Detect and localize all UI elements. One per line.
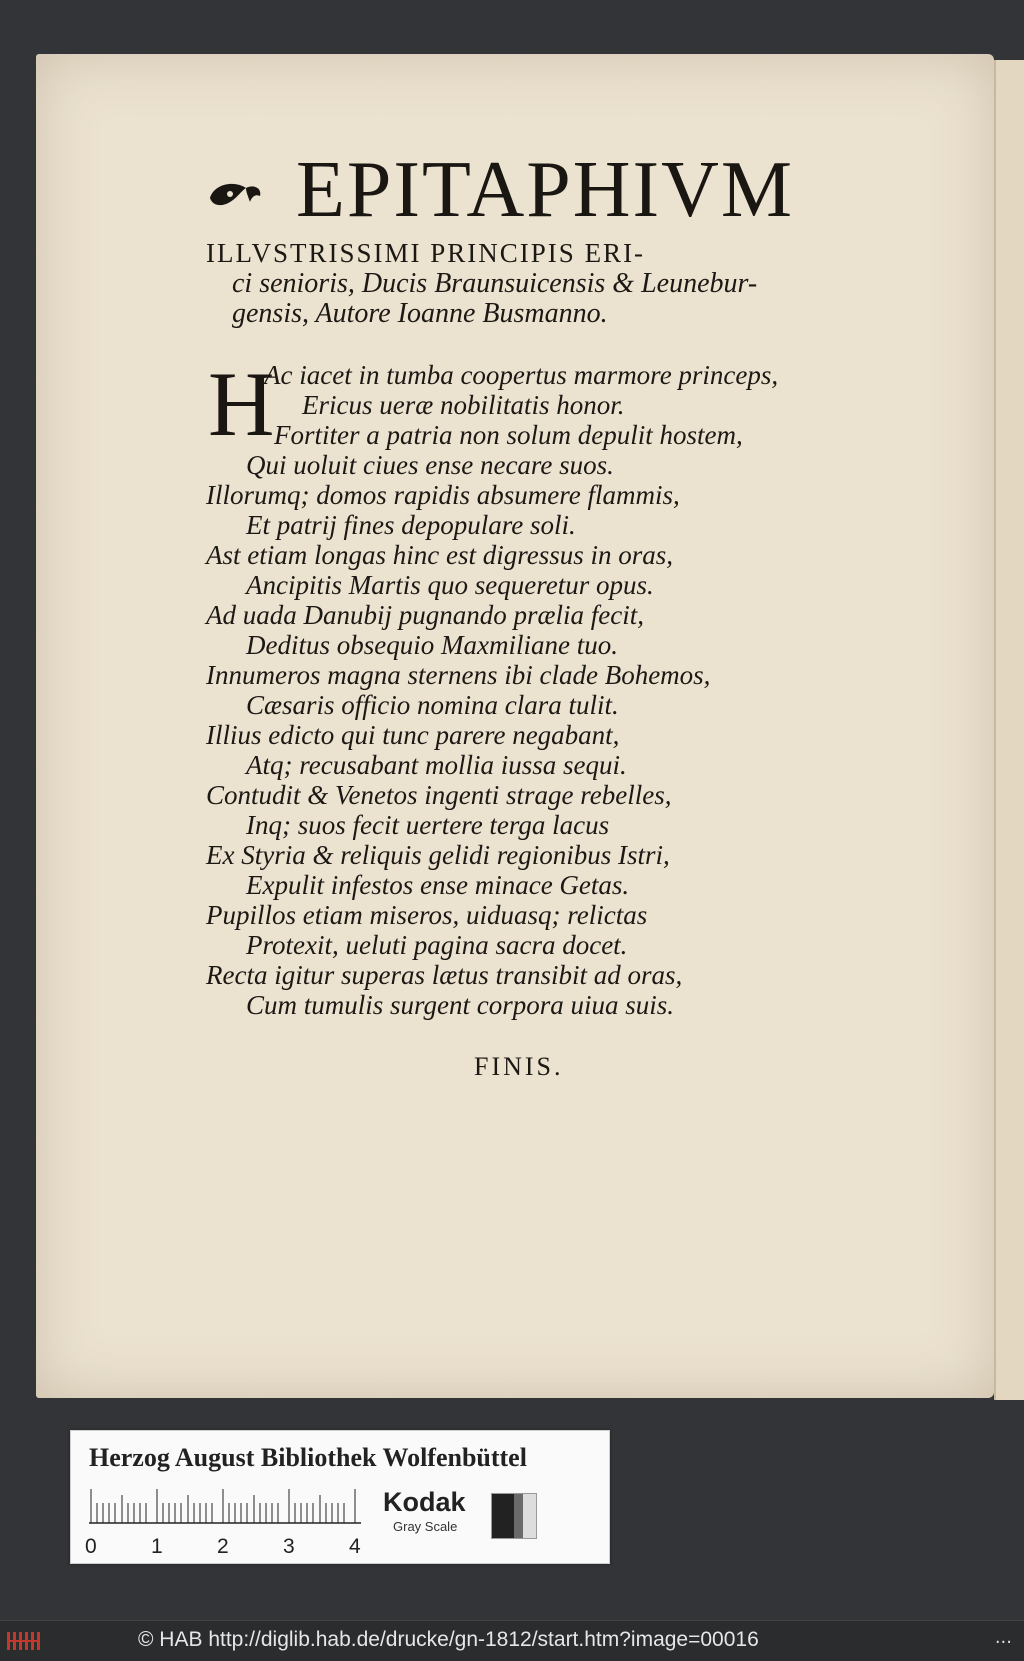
poem-line: Ac iacet in tumba coopertus marmore princeps,: [264, 360, 779, 390]
ruler-number: 3: [283, 1535, 295, 1558]
kodak-brand: Kodak: [383, 1487, 466, 1517]
subtitle-line-2: ci senioris, Ducis Braunsuicensis & Leunebur-: [232, 268, 758, 299]
subtitle-line-3: gensis, Autore Ioanne Busmanno.: [232, 298, 608, 329]
ruler-scale: [89, 1489, 361, 1525]
poem-line: Cum tumulis surgent corpora uiua suis.: [246, 990, 675, 1020]
poem-line: Illorumq; domos rapidis absumere flammis,: [206, 480, 680, 510]
ruler-number: 2: [217, 1535, 229, 1558]
poem-line: Fortiter a patria non solum depulit hostem,: [274, 420, 743, 450]
drop-cap: H: [208, 353, 275, 455]
poem-line: Recta igitur superas lætus transibit ad oras,: [206, 960, 683, 990]
gray-swatch: [491, 1493, 537, 1539]
poem-line: Atq; recusabant mollia iussa sequi.: [246, 750, 627, 780]
more-menu-icon[interactable]: ...: [994, 1627, 1012, 1648]
poem-line: Ancipitis Martis quo sequeretur opus.: [246, 570, 654, 600]
leaf-ornament-icon: [206, 174, 266, 220]
next-page-edge: [994, 60, 1024, 1400]
ruler-number: 1: [151, 1535, 163, 1558]
poem-line: Inq; suos fecit uertere terga lacus: [246, 810, 610, 840]
poem-line: Pupillos etiam miseros, uiduasq; relictas: [206, 900, 648, 930]
poem-line: Expulit infestos ense minace Getas.: [246, 870, 630, 900]
finis-mark: FINIS.: [474, 1052, 564, 1081]
poem-line: Ericus ueræ nobilitatis honor.: [302, 390, 625, 420]
poem-line: Ast etiam longas hinc est digressus in oras,: [206, 540, 674, 570]
copyright-url[interactable]: © HAB http://diglib.hab.de/drucke/gn-1812/start.htm?image=00016: [138, 1628, 759, 1651]
ruler-number: 0: [85, 1535, 97, 1558]
document-title: EPITAPHIVM: [296, 146, 795, 234]
poem-line: Illius edicto qui tunc parere negabant,: [206, 720, 620, 750]
poem-line: Cæsaris officio nomina clara tulit.: [246, 690, 619, 720]
library-color-card: [70, 1430, 610, 1564]
library-name: Herzog August Bibliothek Wolfenbüttel: [89, 1443, 527, 1472]
ruler-numbers: [85, 1535, 385, 1559]
hab-logo-icon: [6, 1630, 46, 1652]
poem-line: Protexit, ueluti pagina sacra docet.: [246, 930, 628, 960]
epitaph-poem: [206, 353, 906, 1020]
subtitle-line-1: ILLVSTRISSIMI PRINCIPIS ERI-: [206, 238, 646, 268]
poem-line: Innumeros magna sternens ibi clade Bohemos,: [206, 660, 711, 690]
poem-line: Et patrij fines depopulare soli.: [246, 510, 576, 540]
gray-scale-label: Gray Scale: [393, 1519, 458, 1534]
poem-line: Contudit & Venetos ingenti strage rebelles,: [206, 780, 672, 810]
ruler-number: 4: [349, 1535, 361, 1558]
poem-line: Deditus obsequio Maxmiliane tuo.: [246, 630, 618, 660]
poem-line: Qui uoluit ciues ense necare suos.: [246, 450, 614, 480]
poem-line: Ad uada Danubij pugnando prælia fecit,: [206, 600, 644, 630]
document-subtitle: [206, 238, 886, 329]
viewer-footer: [0, 1620, 1024, 1661]
poem-line: Ex Styria & reliquis gelidi regionibus Istri,: [206, 840, 670, 870]
